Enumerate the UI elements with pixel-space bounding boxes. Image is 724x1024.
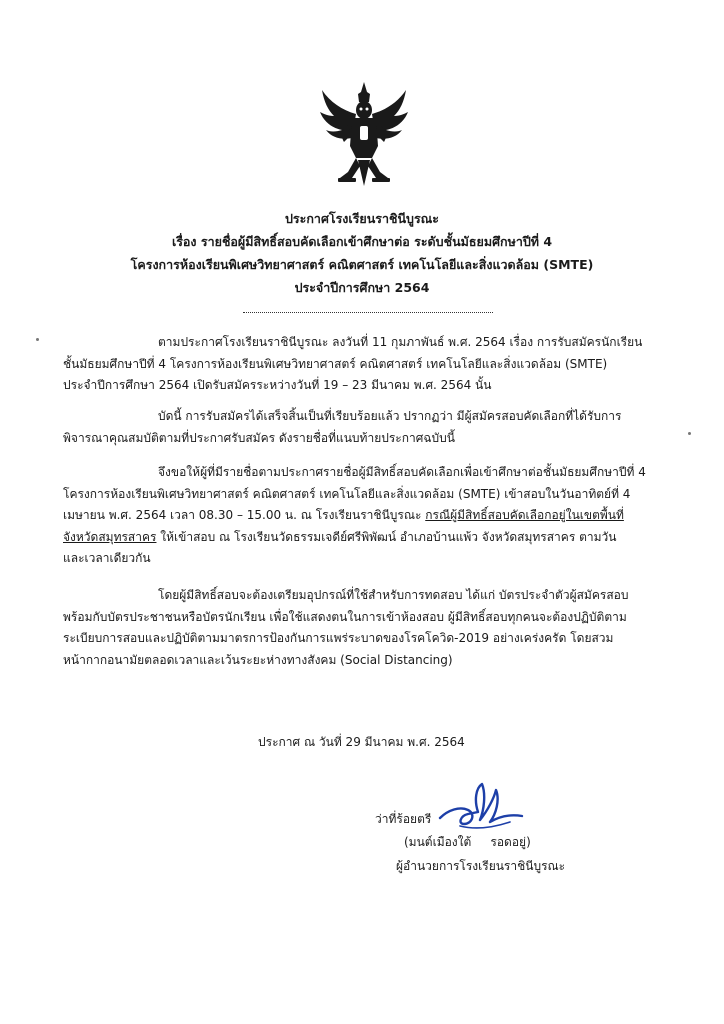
paragraph-3-line bbox=[63, 527, 661, 549]
title-line-3: โครงการห้องเรียนพิเศษวิทยาศาสตร์ คณิตศาสตร์ เทคโนโลยีและสิ่งแวดล้อม (SMTE) bbox=[130, 257, 594, 272]
paragraph-3-line: โครงการห้องเรียนพิเศษวิทยาศาสตร์ คณิตศาสตร์ เทคโนโลยีและสิ่งแวดล้อม (SMTE) เข้าสอบในวันอาทิตย์ที่ 4 bbox=[63, 486, 631, 501]
paragraph-1-line: ประจำปีการศึกษา 2564 เปิดรับสมัครระหว่างวันที่ 19 – 23 มีนาคม พ.ศ. 2564 นั้น bbox=[63, 378, 492, 392]
signatory-name: (มนต์เมืองใต้ รอดอยู่) bbox=[404, 835, 531, 849]
alt-venue-text: ให้เข้าสอบ ณ โรงเรียนวัดธรรมเจดีย์ศรีพิพัฒน์ อำเภอบ้านแพ้ว จังหวัดสมุทรสาคร ตามวัน bbox=[156, 529, 617, 544]
paragraph-1-line: ชั้นมัธยมศึกษาปีที่ 4 โครงการห้องเรียนพิเศษวิทยาศาสตร์ คณิตศาสตร์ เทคโนโลยีและสิ่งแวดล้อม (SMTE) bbox=[63, 356, 608, 371]
paragraph-4-line: ระเบียบการสอบและปฏิบัติตามมาตรการป้องกันการแพร่ระบาดของโรคโควิด-2019 อย่างเคร่งครัด โดยสวม bbox=[63, 631, 614, 645]
scan-speck bbox=[36, 338, 39, 341]
scan-speck bbox=[688, 432, 691, 435]
province-note: จังหวัดสมุทรสาคร bbox=[63, 529, 157, 544]
title-line-4: ประจำปีการศึกษา 2564 bbox=[294, 280, 430, 295]
signatory-rank: ว่าที่ร้อยตรี bbox=[375, 812, 432, 826]
title-line-1: ประกาศโรงเรียนราชินีบูรณะ bbox=[285, 211, 439, 226]
handwritten-signature bbox=[430, 780, 540, 840]
paragraph-2-line: พิจารณาคุณสมบัติตามที่ประกาศรับสมัคร ดังรายชื่อที่แนบท้ายประกาศฉบับนี้ bbox=[63, 430, 455, 445]
paragraph-3-line: จึงขอให้ผู้ที่มีรายชื่อตามประกาศรายชื่อผู้มีสิทธิ์สอบคัดเลือกเพื่อเข้าศึกษาต่อชั้นมัธยมศึกษาปีที่ 4 bbox=[158, 465, 646, 479]
paragraph-3-line bbox=[63, 505, 661, 527]
paragraph-4-line: พร้อมกับบัตรประชาชนหรือบัตรนักเรียน เพื่อใช้แสดงตนในการเข้าห้องสอบ ผู้มีสิทธิ์สอบทุกคนจะต้องปฏิบัติตาม bbox=[63, 609, 627, 624]
garuda-emblem-icon bbox=[318, 80, 410, 190]
paragraph-4-line: หน้ากากอนามัยตลอดเวลาและเว้นระยะห่างทางสังคม (Social Distancing) bbox=[63, 652, 453, 667]
paragraph-2 bbox=[63, 406, 661, 449]
dotted-divider bbox=[243, 312, 493, 313]
paragraph-1-line: ตามประกาศโรงเรียนราชินีบูรณะ ลงวันที่ 11 กุมภาพันธ์ พ.ศ. 2564 เรื่อง การรับสมัครนักเรียน bbox=[158, 335, 643, 349]
paragraph-2-line: บัดนี้ การรับสมัครได้เสร็จสิ้นเป็นที่เรียบร้อยแล้ว ปรากฏว่า มีผู้สมัครสอบคัดเลือกที่ได้รับการ bbox=[158, 409, 622, 423]
exam-time-text: เมษายน พ.ศ. 2564 เวลา 08.30 – 15.00 น. ณ โรงเรียนราชินีบูรณะ bbox=[63, 508, 426, 522]
paragraph-3 bbox=[63, 462, 661, 570]
title-line-2: เรื่อง รายชื่อผู้มีสิทธิ์สอบคัดเลือกเข้าศึกษาต่อ ระดับชั้นมัธยมศึกษาปีที่ 4 bbox=[171, 234, 553, 249]
paragraph-1 bbox=[63, 332, 661, 397]
samut-sakhon-note: กรณีผู้มีสิทธิ์สอบคัดเลือกอยู่ในเขตพื้นที่ bbox=[425, 508, 624, 522]
paragraph-4 bbox=[63, 585, 661, 671]
paragraph-4-line: โดยผู้มีสิทธิ์สอบจะต้องเตรียมอุปกรณ์ที่ใช้สำหรับการทดสอบ ได้แก่ บัตรประจำตัวผู้สมัครสอบ bbox=[158, 588, 629, 602]
announcement-date: ประกาศ ณ วันที่ 29 มีนาคม พ.ศ. 2564 bbox=[258, 735, 465, 749]
paragraph-3-line: และเวลาเดียวกัน bbox=[63, 551, 151, 565]
signatory-position: ผู้อำนวยการโรงเรียนราชินีบูรณะ bbox=[396, 859, 566, 873]
